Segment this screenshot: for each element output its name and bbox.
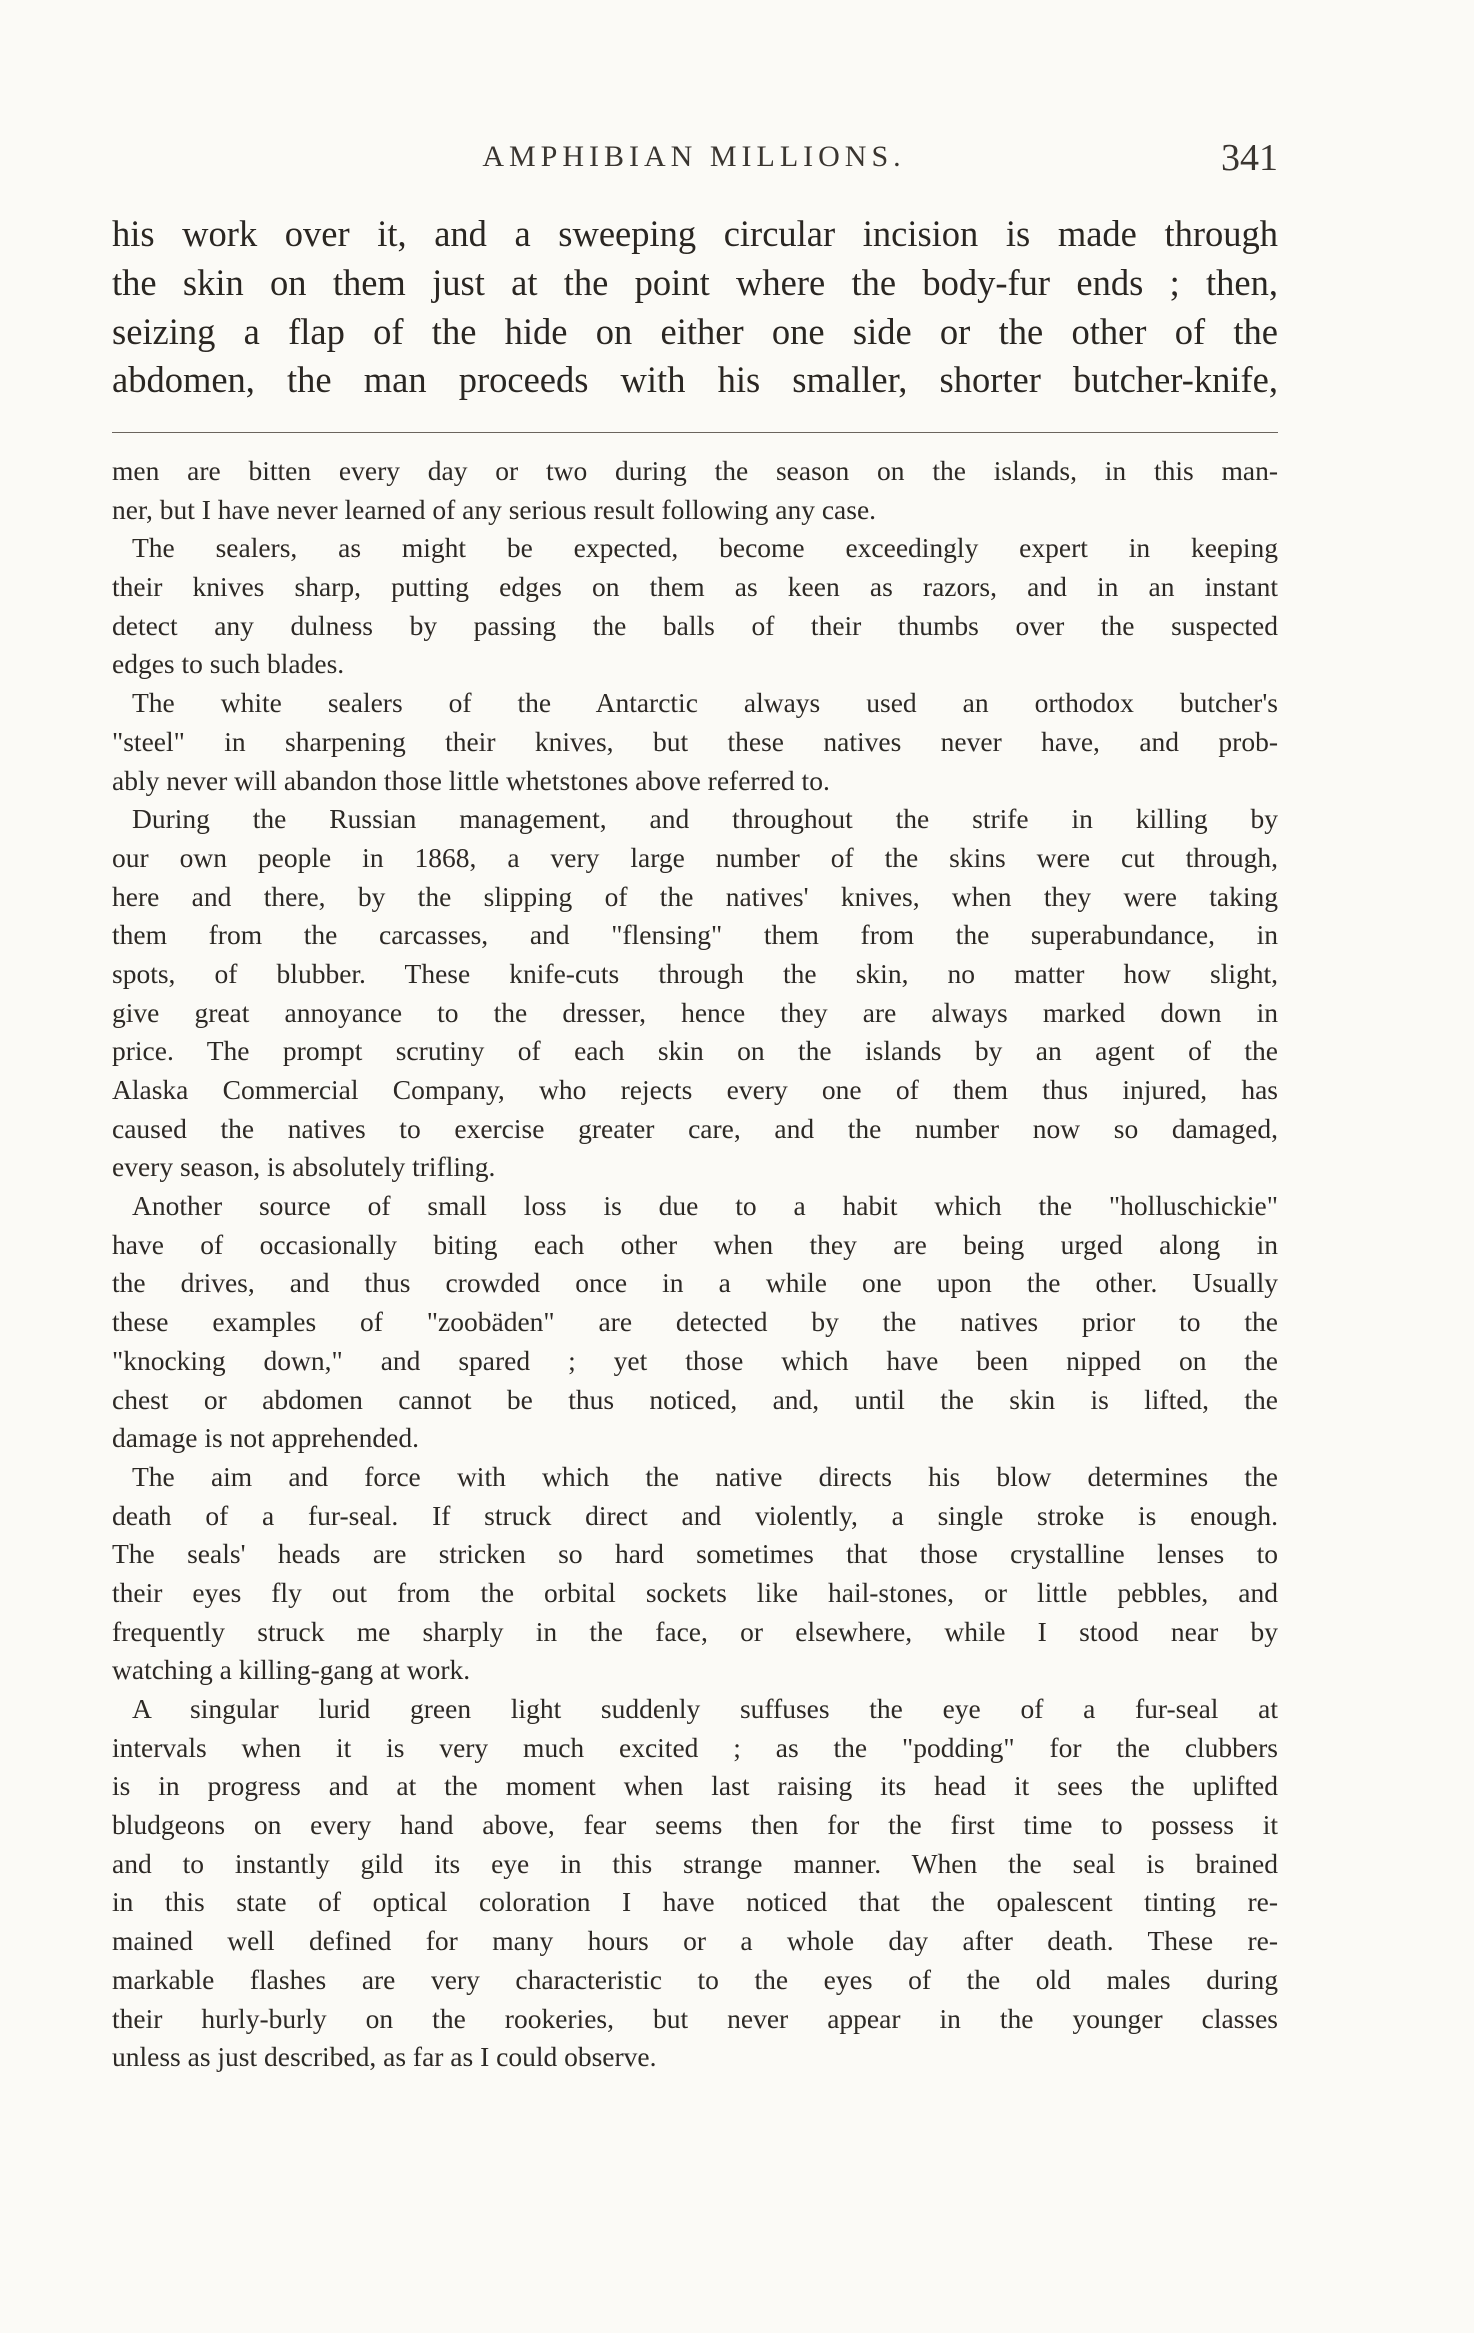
footnote-line: in this state of optical coloration I have noticed that the opalescent tinting re- <box>112 1886 1278 1918</box>
footnote-line: every season, is absolutely trifling. <box>112 1151 496 1183</box>
footnote-line: ner, but I have never learned of any serious result following any case. <box>112 493 877 525</box>
footnote-line: price. The prompt scrutiny of each skin on the islands by an agent of the <box>112 1035 1278 1067</box>
footnote-line: The aim and force with which the native directs his blow determines the <box>132 1460 1278 1492</box>
running-head <box>110 136 1278 184</box>
footnote-line: The sealers, as might be expected, become exceedingly expert in keeping <box>132 532 1278 564</box>
footnote-line: give great annoyance to the dresser, hence they are always marked down in <box>112 996 1278 1028</box>
footnote-line: detect any dulness by passing the balls of their thumbs over the suspected <box>112 609 1278 641</box>
footnote-line: A singular lurid green light suddenly suffuses the eye of a fur-seal at <box>132 1693 1278 1724</box>
footnote-line: have of occasionally biting each other when they are being urged along in <box>112 1228 1278 1260</box>
footnote-line: chest or abdomen cannot be thus noticed, and, until the skin is lifted, the <box>112 1383 1278 1415</box>
footnote-line: their eyes fly out from the orbital sockets like hail-stones, or little pebbles, and <box>112 1576 1278 1608</box>
footnote-line: and to instantly gild its eye in this strange manner. When the seal is brained <box>112 1847 1278 1879</box>
footnote-line: frequently struck me sharply in the face, or elsewhere, while I stood near by <box>112 1615 1278 1647</box>
footnote-line: "knocking down," and spared ; yet those which have been nipped on the <box>112 1344 1278 1376</box>
footnote-line: Alaska Commercial Company, who rejects every one of them thus injured, has <box>112 1074 1278 1105</box>
footnote-line: the drives, and thus crowded once in a while one upon the other. Usually <box>112 1267 1278 1299</box>
footnote-line: intervals when it is very much excited ; as the "podding" for the clubbers <box>112 1731 1278 1763</box>
footnote-line: is in progress and at the moment when last raising its head it sees the uplifted <box>112 1770 1278 1802</box>
footnote-line: death of a fur-seal. If struck direct and violently, a single stroke is enough. <box>112 1499 1278 1531</box>
running-title: AMPHIBIAN MILLIONS. <box>482 140 906 173</box>
main-text <box>112 210 1278 405</box>
footnote-line: our own people in 1868, a very large number of the skins were cut through, <box>112 841 1278 873</box>
footnote-line: here and there, by the slipping of the natives' knives, when they were taking <box>112 880 1278 912</box>
footnote-line: The white sealers of the Antarctic always used an orthodox butcher's <box>132 687 1278 719</box>
footnote-line: mained well defined for many hours or a whole day after death. These re- <box>112 1925 1278 1957</box>
footnote-line: Another source of small loss is due to a habit which the "holluschickie" <box>132 1190 1278 1222</box>
footnote-rule <box>112 432 1278 433</box>
footnote-line: ably never will abandon those little whetstones above referred to. <box>112 764 830 796</box>
footnote-line: these examples of "zoobäden" are detected by the natives prior to the <box>112 1306 1278 1338</box>
main-text-line: abdomen, the man proceeds with his smaller, shorter butcher-knife, <box>112 359 1278 401</box>
footnote-line: markable flashes are very characteristic to the eyes of the old males during <box>112 1963 1278 1995</box>
footnote-line: watching a killing-gang at work. <box>112 1654 471 1686</box>
footnote-line: their knives sharp, putting edges on them as keen as razors, and in an instant <box>112 571 1278 603</box>
footnote-line: The seals' heads are stricken so hard sometimes that those crystalline lenses to <box>112 1538 1278 1570</box>
footnote-line: edges to such blades. <box>112 648 345 680</box>
footnote-line: bludgeons on every hand above, fear seems then for the first time to possess it <box>112 1809 1278 1841</box>
footnote-line: their hurly-burly on the rookeries, but never appear in the younger classes <box>112 2002 1278 2034</box>
footnote-line: spots, of blubber. These knife-cuts through the skin, no matter how slight, <box>112 957 1278 989</box>
footnotes <box>112 452 1278 2077</box>
footnote-line: them from the carcasses, and "flensing" them from the superabundance, in <box>112 919 1278 951</box>
page-number: 341 <box>1221 137 1278 179</box>
footnote-line: caused the natives to exercise greater care, and the number now so damaged, <box>112 1112 1278 1144</box>
footnote-line: unless as just described, as far as I could observe. <box>112 2041 657 2073</box>
footnote-line: "steel" in sharpening their knives, but these natives never have, and prob- <box>112 725 1278 757</box>
main-text-line: his work over it, and a sweeping circular incision is made through <box>112 213 1278 254</box>
footnote-line: During the Russian management, and throughout the strife in killing by <box>132 803 1278 835</box>
footnote-line: men are bitten every day or two during the season on the islands, in this man- <box>112 455 1278 486</box>
main-text-line: the skin on them just at the point where the body-fur ends ; then, <box>112 261 1278 303</box>
main-text-line: seizing a flap of the hide on either one side or the other of the <box>112 310 1278 352</box>
footnote-line: damage is not apprehended. <box>112 1422 419 1454</box>
